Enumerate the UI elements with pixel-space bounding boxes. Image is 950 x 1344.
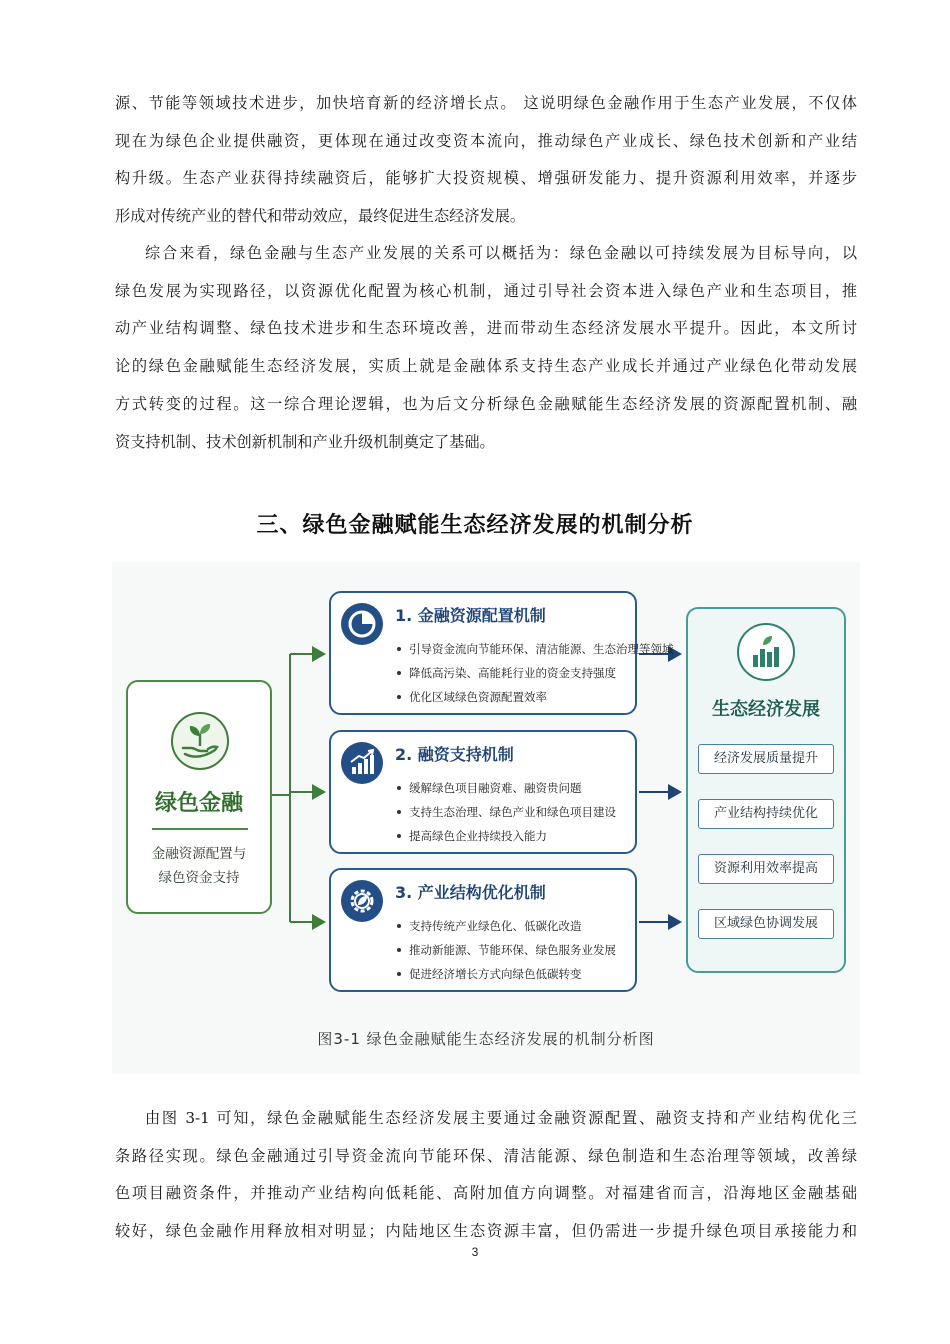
green-finance-subtitle bbox=[128, 842, 270, 890]
outcome-item: 产业结构持续优化 bbox=[698, 799, 834, 829]
pie-chart-icon bbox=[341, 603, 383, 645]
list-item: 推动新能源、节能环保、绿色服务业发展 bbox=[397, 938, 616, 962]
hand-plant-icon bbox=[171, 712, 229, 770]
list-item: 提高绿色企业持续投入能力 bbox=[397, 824, 616, 848]
paragraph-line: 论的绿色金融赋能生态经济发展，实质上就是金融体系支持生态产业成长并通过产业绿色化带动发展 bbox=[115, 357, 857, 376]
growth-chart-icon bbox=[341, 742, 383, 784]
paragraph-line: 形成对传统产业的替代和带动效应，最终促进生态经济发展。 bbox=[115, 207, 526, 226]
section-title: 三、绿色金融赋能生态经济发展的机制分析 bbox=[256, 513, 694, 538]
list-item: 缓解绿色项目融资难、融资贵问题 bbox=[397, 776, 616, 800]
subtitle-line: 绿色资金支持 bbox=[158, 870, 240, 886]
paragraph-2 bbox=[115, 235, 857, 461]
divider bbox=[152, 828, 248, 830]
list-item: 促进经济增长方式向绿色低碳转变 bbox=[397, 962, 616, 986]
paragraph-line: 色项目融资条件，并推动产业结构向低耗能、高附加值方向调整。对福建省而言，沿海地区金融基础 bbox=[115, 1184, 857, 1203]
gear-leaf-icon bbox=[341, 880, 383, 922]
list-item: 支持传统产业绿色化、低碳化改造 bbox=[397, 914, 616, 938]
green-finance-title: 绿色金融 bbox=[154, 791, 243, 816]
mechanism-list bbox=[397, 776, 616, 848]
mechanism-figure bbox=[112, 562, 860, 1074]
list-item: 引导资金流向节能环保、清洁能源、生态治理等领域 bbox=[397, 637, 674, 661]
paragraph-line: 资支持机制、技术创新机制和产业升级机制奠定了基础。 bbox=[115, 432, 495, 451]
paragraph-line: 由图 3-1 可知，绿色金融赋能生态经济发展主要通过金融资源配置、融资支持和产业结构优化三 bbox=[145, 1109, 857, 1127]
mechanism-list bbox=[397, 914, 616, 986]
green-finance-box bbox=[126, 680, 272, 914]
mechanism-box-2 bbox=[329, 730, 637, 854]
outcome-item: 经济发展质量提升 bbox=[698, 744, 834, 774]
mechanism-title: 1. 金融资源配置机制 bbox=[395, 606, 546, 625]
figure-caption: 图3-1 绿色金融赋能生态经济发展的机制分析图 bbox=[317, 1030, 655, 1048]
mechanism-box-1 bbox=[329, 591, 674, 715]
mechanism-title: 3. 产业结构优化机制 bbox=[395, 883, 546, 902]
paragraph-line: 现在为绿色企业提供融资，更体现在通过改变资本流向，推动绿色产业成长、绿色技术创新和产业结 bbox=[115, 131, 857, 150]
mechanism-title: 2. 融资支持机制 bbox=[395, 745, 514, 764]
outcome-item: 区域绿色协调发展 bbox=[698, 909, 834, 939]
mechanism-box-3 bbox=[329, 868, 637, 992]
paragraph-line: 综合来看，绿色金融与生态产业发展的关系可以概括为：绿色金融以可持续发展为目标导向，以 bbox=[145, 244, 857, 262]
paragraph-1 bbox=[115, 85, 857, 236]
eco-economy-box bbox=[686, 607, 846, 973]
mechanism-list bbox=[397, 637, 674, 709]
outcome-item: 资源利用效率提高 bbox=[698, 854, 834, 884]
paragraph-line: 方式转变的过程。这一综合理论逻辑，也为后文分析绿色金融赋能生态经济发展的资源配置机制、融 bbox=[115, 394, 857, 413]
paragraph-line: 构升级。生态产业获得持续融资后，能够扩大投资规模、增强研发能力、提升资源利用效率，并逐步 bbox=[115, 169, 857, 188]
paragraph-line: 源、节能等领域技术进步，加快培育新的经济增长点。 这说明绿色金融作用于生态产业发展，不仅体 bbox=[115, 94, 857, 112]
eco-bar-chart-icon bbox=[737, 623, 795, 681]
paragraph-line: 条路径实现。绿色金融通过引导资金流向节能环保、清洁能源、绿色制造和生态治理等领域，改善绿 bbox=[115, 1146, 857, 1165]
list-item: 支持生态治理、绿色产业和绿色项目建设 bbox=[397, 800, 616, 824]
page-number: 3 bbox=[471, 1245, 479, 1259]
paragraph-line: 动产业结构调整、绿色技术进步和生态环境改善，进而带动生态经济发展水平提升。因此，本文所讨 bbox=[115, 319, 857, 338]
eco-economy-title: 生态经济发展 bbox=[712, 699, 820, 720]
subtitle-line: 金融资源配置与 bbox=[151, 846, 247, 862]
paragraph-3 bbox=[115, 1100, 857, 1251]
list-item: 优化区域绿色资源配置效率 bbox=[397, 685, 674, 709]
paragraph-line: 绿色发展为实现路径，以资源优化配置为核心机制，通过引导社会资本进入绿色产业和生态项目，推 bbox=[115, 281, 857, 300]
paragraph-line: 较好，绿色金融作用释放相对明显；内陆地区生态资源丰富，但仍需进一步提升绿色项目承接能力和 bbox=[115, 1222, 857, 1241]
list-item: 降低高污染、高能耗行业的资金支持强度 bbox=[397, 661, 674, 685]
